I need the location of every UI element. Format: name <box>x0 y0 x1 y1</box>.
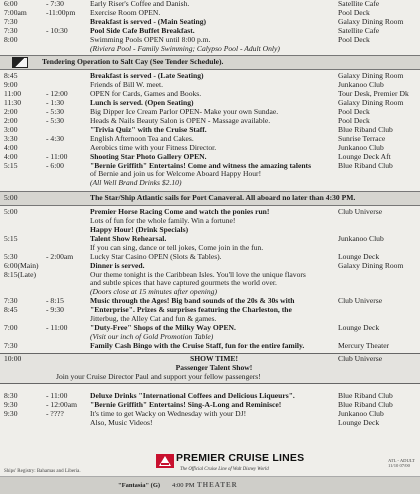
event-start-time: 7:30 <box>4 340 18 350</box>
event-description: Breakfast is served - (Late Seating) <box>90 72 204 81</box>
event-start-time: 5:00 <box>4 207 18 217</box>
event-end-time: - 8:15 <box>46 296 64 306</box>
schedule-row <box>0 162 420 171</box>
event-start-time <box>4 419 46 428</box>
event-end-time <box>46 170 90 179</box>
event-start-time <box>4 179 46 188</box>
sail-time: 5:00 <box>4 193 18 203</box>
event-location <box>338 315 420 324</box>
schedule-row <box>0 135 420 144</box>
event-end-time: - 11:00 <box>46 151 68 161</box>
event-start-time <box>4 279 46 288</box>
sail-text: The Star/Ship Atlantic sails for Port Canaveral. All aboard no later than 4:30 PM. <box>90 194 356 203</box>
ships-registry: Ships' Registry: Bahamas and Liberia. <box>4 469 81 474</box>
event-end-time <box>46 342 90 351</box>
event-start-time: 8:30 <box>4 391 18 401</box>
showtime-subtitle: Passenger Talent Show! <box>175 363 253 372</box>
schedule-row <box>0 9 420 18</box>
schedule-top-section <box>0 0 420 53</box>
schedule-row <box>0 45 420 54</box>
event-start-time: 8:00 <box>4 34 18 44</box>
schedule-row <box>0 333 420 342</box>
event-start-time: 3:00 <box>4 124 18 134</box>
event-description: "Bernie Griffith" Entertains! Come and witness the amazing talents <box>90 161 312 170</box>
event-location: Blue Riband Club <box>338 392 393 401</box>
schedule-row <box>0 27 420 36</box>
event-end-time: -11:00pm <box>46 7 76 17</box>
event-description: Premier Horse Racing Come and watch the ponies run! <box>90 208 270 217</box>
schedule-row <box>0 279 420 288</box>
showtime-time: 10:00 <box>4 353 22 363</box>
event-start-time <box>4 217 46 226</box>
event-location <box>338 333 420 342</box>
event-location: Club Universe <box>338 297 383 306</box>
event-start-time: 5:15 <box>4 160 18 170</box>
showtime-title: SHOW TIME! <box>189 354 239 363</box>
event-end-time <box>46 333 90 342</box>
event-location: Pool Deck <box>338 108 370 117</box>
event-description: Heads & Nails Beauty Salon is OPEN - Massage available. <box>90 116 271 125</box>
event-description: Breakfast is served - (Main Seating) <box>90 17 207 26</box>
event-end-time: - 7:30 <box>46 0 64 8</box>
event-start-time: 2:00 <box>4 107 18 117</box>
event-description: Deluxe Drinks "International Coffees and Delicious Liqueurs". <box>90 392 295 401</box>
event-description: Talent Show Rehearsal. <box>90 234 167 243</box>
event-start-time: 11:30 <box>4 98 22 108</box>
event-start-time: 8:45 <box>4 71 18 81</box>
event-location <box>338 244 420 253</box>
event-end-time <box>46 419 90 428</box>
premier-logo-icon <box>156 454 174 468</box>
event-end-time: - 5:30 <box>46 115 64 125</box>
event-location: Pool Deck <box>338 116 370 125</box>
event-description: "Duty-Free" Shops of the Milky Way OPEN. <box>90 324 236 332</box>
event-start-time: 7:00am <box>4 7 27 17</box>
event-start-time: 9:30 <box>4 409 18 419</box>
event-description: Happy Hour! (Drink Specials) <box>90 226 189 235</box>
event-location: Mercury Theater <box>338 341 390 350</box>
event-description: Aerobics time with your Fitness Director. <box>90 143 217 152</box>
event-description: "Enterprise". Prizes & surprises featuring the Charleston, the <box>90 306 292 315</box>
event-start-time: 4:00 <box>4 142 18 152</box>
event-end-time <box>46 45 90 54</box>
event-end-time: - 1:30 <box>46 98 64 108</box>
event-start-time: 5:30 <box>4 251 18 261</box>
event-start-time: 6:00 <box>4 0 18 8</box>
event-end-time <box>46 217 90 226</box>
event-description: Friends of Bill W. meet. <box>90 81 163 90</box>
event-location: Pool Deck <box>338 8 370 17</box>
event-start-time: 9:30 <box>4 400 18 410</box>
event-description: It's time to get Wacky on Wednesday with your DJ! <box>90 410 247 419</box>
event-description: (All Well Brand Drinks $2.10) <box>90 179 182 188</box>
event-end-time: - 5:30 <box>46 107 64 117</box>
brand-name: PREMIER CRUISE LINES <box>176 452 305 464</box>
event-start-time: 8:45 <box>4 305 18 315</box>
event-start-time: 4:00 <box>4 151 18 161</box>
event-start-time: 7:00 <box>4 323 18 332</box>
event-location: Sunrise Terrace <box>338 134 386 143</box>
event-location <box>338 217 420 226</box>
schedule-row <box>0 253 420 262</box>
event-start-time: 7:30 <box>4 296 18 306</box>
event-start-time <box>4 170 46 179</box>
event-end-time: - 10:30 <box>46 25 68 35</box>
event-end-time: - 4:30 <box>46 133 64 143</box>
flag-icon <box>12 57 28 68</box>
event-end-time <box>46 208 90 217</box>
event-start-time: 2:00 <box>4 115 18 125</box>
event-location: Blue Riband Club <box>338 161 393 170</box>
schedule-row <box>0 217 420 226</box>
schedule-late-section <box>0 392 420 428</box>
event-location: Galaxy Dining Room <box>338 72 404 81</box>
event-location: Junkanoo Club <box>338 410 384 419</box>
event-location: Junkanoo Club <box>338 81 384 90</box>
event-end-time: - 12:00am <box>46 400 78 410</box>
event-location: Lounge Deck <box>338 252 380 261</box>
event-location: Galaxy Dining Room <box>338 17 404 26</box>
schedule-row <box>0 419 420 428</box>
event-location: Galaxy Dining Room <box>338 261 404 270</box>
event-end-time: - 9:30 <box>46 305 64 315</box>
event-end-time <box>46 72 90 81</box>
event-location: Lounge Deck <box>338 324 380 332</box>
event-description: English Afternoon Tea and Cakes. <box>90 134 194 143</box>
event-location: Satellite Cafe <box>338 0 380 8</box>
event-location: Pool Deck <box>338 35 370 44</box>
event-description: OPEN for Cards, Games and Books. <box>90 90 202 99</box>
event-end-time <box>46 179 90 188</box>
event-description: Swimming Pools OPEN until 8:00 p.m. <box>90 35 211 44</box>
schedule-row <box>0 271 420 280</box>
event-description: Family Cash Bingo with the Cruise Staff, fun for the entire family. <box>90 341 305 350</box>
event-description: Also, Music Videos! <box>90 419 153 428</box>
event-end-time <box>46 262 90 271</box>
event-location <box>338 279 420 288</box>
event-location: Junkanoo Club <box>338 234 384 243</box>
cutoff-time: 4:00 PM <box>172 482 195 489</box>
event-description: Lunch is served. (Open Seating) <box>90 99 194 108</box>
schedule-row <box>0 324 420 333</box>
schedule-mid-section <box>0 72 420 188</box>
schedule-row <box>0 262 420 271</box>
event-description: Lots of fun for the whole family. Win a fortune! <box>90 217 236 226</box>
event-location: Blue Riband Club <box>338 401 393 410</box>
event-description: Dinner is served. <box>90 261 145 270</box>
event-start-time: 7:30 <box>4 25 18 35</box>
event-location <box>338 288 420 297</box>
event-description: (Riviera Pool - Family Swimming; Calypso Pool - Adult Only) <box>90 44 280 53</box>
event-end-time: - 11:00 <box>46 323 68 332</box>
event-location: Lounge Deck <box>338 419 380 428</box>
tender-banner <box>0 55 420 70</box>
tender-banner-text: Tendering Operation to Salt Cay (See Tender Schedule). <box>42 58 224 67</box>
showtime-box <box>0 353 420 385</box>
event-location: Galaxy Dining Room <box>338 99 404 108</box>
event-description: (Visit our inch of Gold Promotion Table) <box>90 332 214 341</box>
schedule-row <box>0 226 420 235</box>
event-description: Early Riser's Coffee and Danish. <box>90 0 190 8</box>
event-description: Big Dipper Ice Cream Parlor OPEN- Make your own Sundae. <box>90 108 279 117</box>
event-end-time <box>46 271 90 280</box>
schedule-row <box>0 208 420 217</box>
event-description: Our theme tonight is the Caribbean Isles. You'll love the unique flavors <box>90 270 306 279</box>
event-end-time: - ???? <box>46 409 64 419</box>
event-start-time: 3:30 <box>4 133 18 143</box>
schedule-row <box>0 117 420 126</box>
cutoff-label: THEATER <box>197 481 238 489</box>
event-location <box>338 179 420 188</box>
event-end-time <box>46 279 90 288</box>
event-location: Junkanoo Club <box>338 143 384 152</box>
event-start-time: 9:00 <box>4 80 18 90</box>
showtime-location: Club Universe <box>338 354 383 363</box>
event-end-time: - 12:00 <box>46 89 68 99</box>
event-location <box>338 170 420 179</box>
event-description: Pool Side Cafe Buffet Breakfast. <box>90 26 195 35</box>
event-description: Shooting Star Photo Gallery OPEN. <box>90 152 207 161</box>
event-description: "Bernie Griffith" Entertains! Sing-A-Long and Reminisce! <box>90 401 282 410</box>
schedule-row <box>0 179 420 188</box>
schedule-row <box>0 36 420 45</box>
showtime-line: Join your Cruise Director Paul and support your fellow passengers! <box>56 372 261 381</box>
event-description: "Trivia Quiz" with the Cruise Staff. <box>90 125 207 134</box>
schedule-evening-section <box>0 208 420 351</box>
schedule-row <box>0 170 420 179</box>
event-location: Blue Riband Club <box>338 125 393 134</box>
event-start-time: 5:15 <box>4 233 18 243</box>
event-end-time: - 6:00 <box>46 160 64 170</box>
event-location: Tour Desk, Premier Dk <box>338 90 409 99</box>
event-start-time: 7:30 <box>4 16 18 26</box>
event-location: Club Universe <box>338 208 383 217</box>
event-description: Exercise Room OPEN. <box>90 8 161 17</box>
event-end-time <box>46 36 90 45</box>
schedule-row <box>0 306 420 315</box>
event-description: of Bernie and join us for Welcome Aboard Happy Hour! <box>90 170 262 179</box>
event-description: Jitterbug, the Alley Cat and fun & games. <box>90 315 217 324</box>
schedule-row <box>0 235 420 244</box>
event-location: Satellite Cafe <box>338 26 380 35</box>
event-description: and subtle spices that have captured gourmets the world over. <box>90 279 277 288</box>
event-description: Music through the Ages! Big band sounds of the 20s & 30s with <box>90 297 295 306</box>
event-location: Lounge Deck Aft <box>338 152 391 161</box>
schedule-row <box>0 342 420 351</box>
event-description: If you can sing, dance or tell jokes, Come join in the fun. <box>90 243 264 252</box>
schedule-code: ATL - ADULT 11/10 07/00 <box>388 458 415 468</box>
sail-banner <box>0 191 420 206</box>
event-description: Lucky Star Casino OPEN (Slots & Tables). <box>90 252 222 261</box>
event-end-time <box>46 235 90 244</box>
event-location <box>338 271 420 280</box>
schedule-row <box>0 410 420 419</box>
event-end-time <box>46 226 90 235</box>
event-start-time: 11:00 <box>4 89 22 99</box>
event-end-time: - 2:00am <box>46 251 74 261</box>
cutoff-movie: "Fantasia" (G) <box>118 482 161 489</box>
event-start-time: 8:15(Late) <box>4 269 37 279</box>
event-end-time: - 11:00 <box>46 391 68 401</box>
event-location <box>338 226 420 235</box>
event-description: (Doors close at 15 minutes after opening) <box>90 288 217 297</box>
event-location <box>338 45 420 54</box>
event-start-time: 6:00(Main) <box>4 260 39 270</box>
event-location <box>338 306 420 315</box>
event-start-time <box>4 45 46 54</box>
schedule-row <box>0 72 420 81</box>
brand-tagline: The Official Cruise Line of Walt Disney World <box>180 467 269 472</box>
